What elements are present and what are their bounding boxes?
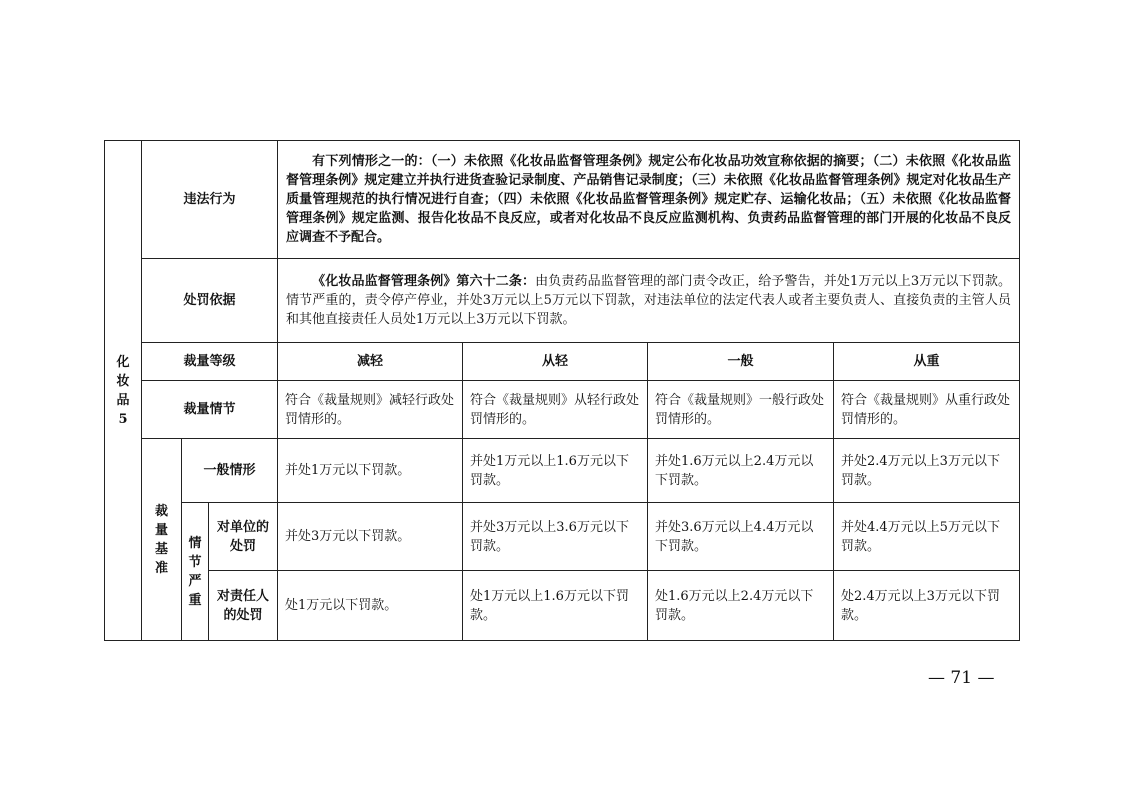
general-lenient: 并处1万元以上1.6万元以下罚款。 — [463, 439, 648, 503]
person-general: 处1.6万元以上2.4万元以下罚款。 — [648, 571, 834, 641]
serious-label-cell — [182, 503, 209, 641]
person-label: 对责任人的处罚 — [209, 571, 278, 641]
general-label: 一般情形 — [182, 439, 278, 503]
level-heavy: 从重 — [834, 343, 1020, 381]
basis-label: 处罚依据 — [142, 259, 278, 343]
basis-content — [278, 259, 1020, 343]
violation-label: 违法行为 — [142, 141, 278, 259]
circumstance-heavy: 符合《裁量规则》从重行政处罚情形的。 — [834, 381, 1020, 439]
unit-lenient: 并处3万元以上3.6万元以下罚款。 — [463, 503, 648, 571]
unit-general: 并处3.6万元以上4.4万元以下罚款。 — [648, 503, 834, 571]
page-number: — 71 — — [928, 668, 995, 688]
level-lenient: 从轻 — [463, 343, 648, 381]
general-general: 并处1.6万元以上2.4万元以下罚款。 — [648, 439, 834, 503]
unit-heavy: 并处4.4万元以上5万元以下罚款。 — [834, 503, 1020, 571]
level-mitigated: 减轻 — [278, 343, 463, 381]
circumstance-label: 裁量情节 — [142, 381, 278, 439]
basis-article: 《化妆品监督管理条例》第六十二条： — [312, 274, 536, 289]
person-heavy: 处2.4万元以上3万元以下罚款。 — [834, 571, 1020, 641]
unit-mitigated: 并处3万元以下罚款。 — [278, 503, 463, 571]
benchmark-label: 裁量基准 — [154, 503, 168, 576]
circumstance-mitigated: 符合《裁量规则》减轻行政处罚情形的。 — [278, 381, 463, 439]
violation-content — [278, 141, 1020, 259]
unit-label: 对单位的处罚 — [209, 503, 278, 571]
person-lenient: 处1万元以上1.6万元以下罚款。 — [463, 571, 648, 641]
side-label-cell — [105, 141, 142, 641]
general-mitigated: 并处1万元以下罚款。 — [278, 439, 463, 503]
benchmark-label-cell — [142, 439, 182, 641]
serious-label: 情节严重 — [188, 535, 202, 608]
violation-text: 有下列情形之一的：（一）未依照《化妆品监督管理条例》规定公布化妆品功效宣称依据的摘要；（二）未依照《化妆品监督管理条例》规定建立并执行进货查验记录制度、产品销售记录制度；（三）未依照《化妆品监督管理条例》规定对化妆品生产质量管理规范的执行情况进行自查；（四）未依照《化妆品监督管理条例》规定贮存、运输化妆品；（五）未依照《化妆品监督管理条例》规定监测、报告化妆品不良反应，或者对化妆品不良反应监测机构、负责药品监督管理的部门开展的化妆品不良反应调查不予配合。 — [286, 154, 1012, 245]
general-heavy: 并处2.4万元以上3万元以下罚款。 — [834, 439, 1020, 503]
level-label: 裁量等级 — [142, 343, 278, 381]
person-mitigated: 处1万元以下罚款。 — [278, 571, 463, 641]
side-label: 化妆品5 — [116, 354, 130, 427]
circumstance-lenient: 符合《裁量规则》从轻行政处罚情形的。 — [463, 381, 648, 439]
basis-text: 由负责药品监督管理的部门责令改正，给予警告，并处1万元以上3万元以下罚款。情节严重的，责令停产停业，并处3万元以上5万元以下罚款，对违法单位的法定代表人或者主要负责人、直接负责的主管人员和其他直接责任人员处1万元以上3万元以下罚款。 — [286, 274, 1012, 327]
level-general: 一般 — [648, 343, 834, 381]
penalty-table — [104, 140, 1020, 641]
circumstance-general: 符合《裁量规则》一般行政处罚情形的。 — [648, 381, 834, 439]
